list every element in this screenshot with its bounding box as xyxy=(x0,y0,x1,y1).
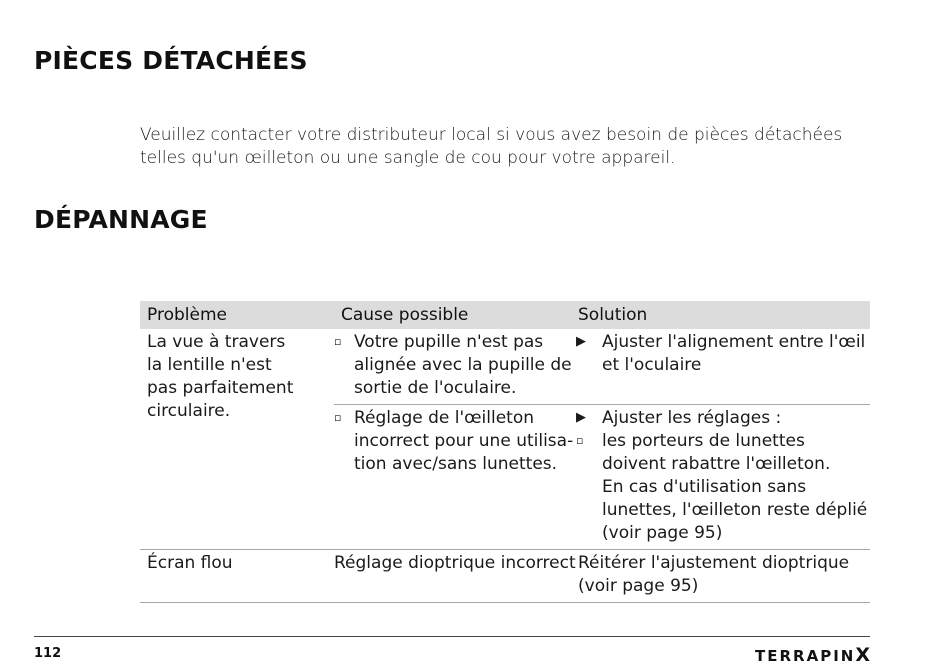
list-item: ▶ Ajuster l'alignement entre l'œil et l'oculaire xyxy=(576,332,866,375)
footer-divider xyxy=(34,636,870,637)
table-header-row xyxy=(140,301,870,329)
header-solution: Solution xyxy=(576,301,870,329)
section-title-depannage: DÉPANNAGE xyxy=(34,205,208,234)
intro-line: Veuillez contacter votre distributeur local si vous avez besoin de pièces détachées xyxy=(140,125,843,145)
cause-cell xyxy=(334,405,576,550)
list-item: ▫ Réglage de l'œilleton incorrect pour une utilisa- tion avec/sans lunettes. xyxy=(334,408,574,474)
list-item: ▫ les porteurs de lunettes doivent rabattre l'œilleton. En cas d'utilisation sans lunettes, l'œilleton reste déplié (voir page 95) xyxy=(576,431,868,543)
list-item: ▶ Ajuster les réglages : xyxy=(576,408,782,428)
solution-cell xyxy=(576,405,870,550)
solution-cell xyxy=(576,329,870,405)
table-row xyxy=(140,329,870,405)
square-bullet-icon: ▫ xyxy=(334,335,342,348)
solution-cell: Réitérer l'ajustement dioptrique (voir page 95) xyxy=(576,550,870,603)
problem-cell: Écran flou xyxy=(140,550,334,603)
brand-name: TERRAPIN xyxy=(755,647,856,665)
troubleshooting-table xyxy=(140,301,870,603)
square-bullet-icon: ▫ xyxy=(334,411,342,424)
triangle-bullet-icon: ▶ xyxy=(576,334,586,349)
intro-line: telles qu'un œilleton ou une sangle de cou pour votre appareil. xyxy=(140,148,676,168)
cause-cell xyxy=(334,329,576,405)
intro-paragraph xyxy=(140,124,860,170)
brand-x: X xyxy=(855,644,870,666)
section-title-pieces: PIÈCES DÉTACHÉES xyxy=(34,46,308,75)
cause-cell: Réglage dioptrique incorrect xyxy=(334,550,576,603)
table-row xyxy=(140,550,870,603)
brand-logo xyxy=(755,644,870,666)
problem-cell: La vue à travers la lentille n'est pas parfaitement circulaire. xyxy=(140,329,334,550)
header-cause: Cause possible xyxy=(334,301,576,329)
triangle-bullet-icon: ▶ xyxy=(576,410,586,425)
header-probleme: Problème xyxy=(140,301,334,329)
page-number: 112 xyxy=(34,646,62,661)
list-item: ▫ Votre pupille n'est pas alignée avec la pupille de sortie de l'oculaire. xyxy=(334,332,572,398)
square-bullet-icon: ▫ xyxy=(576,434,584,447)
